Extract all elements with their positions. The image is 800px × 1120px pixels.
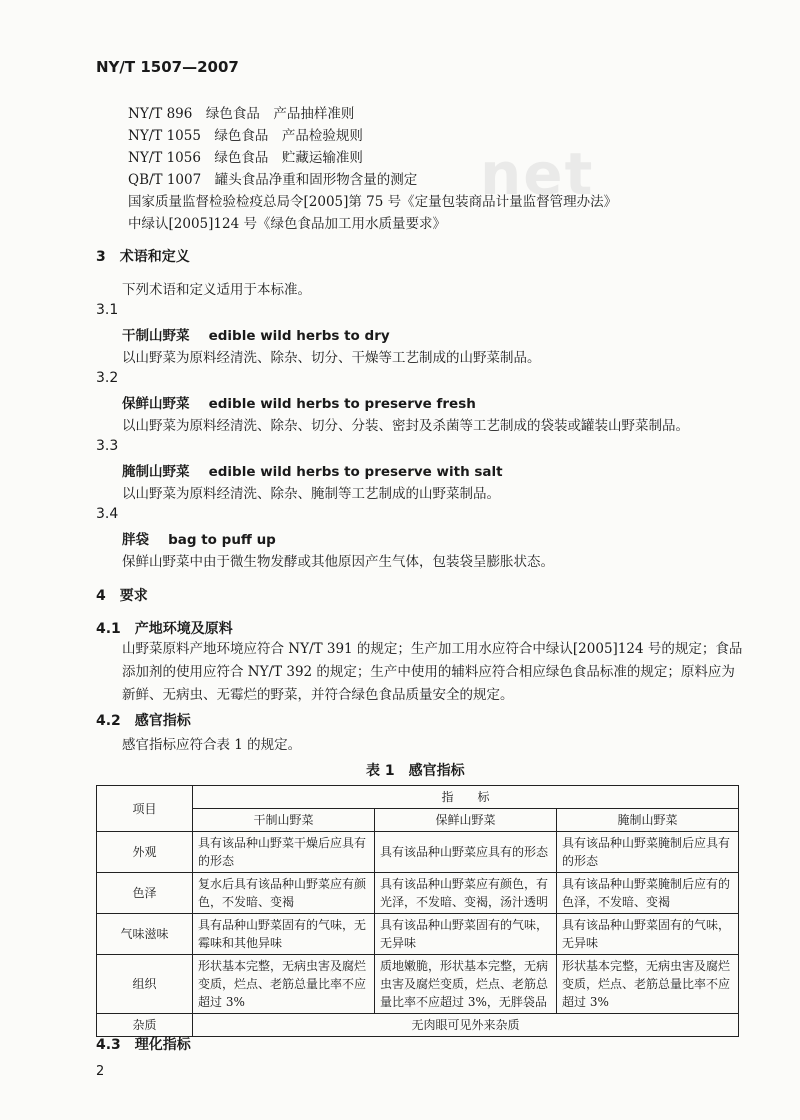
section-intro: 下列术语和定义适用于本标准。 [122,282,311,298]
term-title [122,528,276,548]
reference-item: QB/T 1007 罐头食品净重和固形物含量的测定 [128,172,418,188]
table-cell: 无肉眼可见外来杂质 [193,1014,739,1037]
table-row-label: 杂质 [97,1014,193,1037]
table-cell: 具有该品种山野菜干燥后应具有的形态 [193,832,375,873]
term-definition: 以山野菜为原料经清洗、除杂、切分、干燥等工艺制成的山野菜制品。 [122,350,541,366]
table-row-label: 外观 [97,832,193,873]
subsection-paragraph: 感官指标应符合表 1 的规定。 [122,737,302,753]
term-title [122,392,476,412]
table-cell: 具有该品种山野菜应具有的形态 [375,832,557,873]
table-cell: 具有品种山野菜固有的气味，无霉味和其他异味 [193,914,375,955]
term-definition: 以山野菜为原料经清洗、除杂、切分、分装、密封及杀菌等工艺制成的袋装或罐装山野菜制品。 [122,418,689,434]
reference-item: NY/T 1056 绿色食品 贮藏运输准则 [128,150,363,166]
table-row [97,873,739,914]
term-definition: 以山野菜为原料经清洗、除杂、腌制等工艺制成的山野菜制品。 [122,486,500,502]
subsection-heading: 4.1 产地环境及原料 [96,621,233,637]
table-header-cell: 腌制山野菜 [557,809,739,832]
term-name: 胖袋 [122,532,149,548]
term-number: 3.3 [96,438,119,454]
subsection-heading: 4.2 感官指标 [96,713,191,729]
table-cell: 具有该品种山野菜腌制后应有的色泽，不发暗、变褐 [557,873,739,914]
table-header-row [97,786,739,809]
term-name: 保鲜山野菜 [122,396,190,412]
term-english: edible wild herbs to preserve with salt [208,464,503,480]
table-header-cell: 干制山野菜 [193,809,375,832]
subsection-paragraph: 山野菜原料产地环境应符合 NY/T 391 的规定；生产加工用水应符合中绿认[2005]124 号的规定；食品添加剂的使用应符合 NY/T 392 的规定；生产中使用的辅料应符合相应绿色食品标准的规定；原料应为新鲜、无病虫、无霉烂的野菜，并符合绿色食品质量安全的规定。 [122,641,743,703]
table-cell: 具有该品种山野菜腌制后应具有的形态 [557,832,739,873]
section-heading: 4 要求 [96,588,148,604]
subsection-heading: 4.3 理化指标 [96,1037,191,1053]
table-header-cell: 保鲜山野菜 [375,809,557,832]
term-name: 干制山野菜 [122,328,190,344]
standard-number: NY/T 1507—2007 [96,58,239,76]
term-english: bag to puff up [168,532,276,548]
table-header-index: 指 标 [193,786,739,809]
table-row [97,955,739,1014]
reference-item: NY/T 896 绿色食品 产品抽样准则 [128,106,355,122]
table-row [97,832,739,873]
table-cell: 具有该品种山野菜固有的气味，无异味 [375,914,557,955]
page-number: 2 [96,1064,105,1079]
term-number: 3.2 [96,370,119,386]
table-cell: 复水后具有该品种山野菜应有颜色，不发暗、变褐 [193,873,375,914]
table-row [97,914,739,955]
reference-item: 国家质量监督检验检疫总局令[2005]第 75 号《定量包装商品计量监督管理办法》 [128,194,618,210]
table-header-item: 项目 [97,786,193,832]
term-definition: 保鲜山野菜中由于微生物发酵或其他原因产生气体，包装袋呈膨胀状态。 [122,554,554,570]
term-number: 3.4 [96,506,119,522]
table-title: 表 1 感官指标 [366,763,465,779]
table-cell: 质地嫩脆，形状基本完整，无病虫害及腐烂变质，烂点、老筋总量比率不应超过 3%，无胖袋品 [375,955,557,1014]
term-title [122,460,503,480]
term-number: 3.1 [96,302,119,318]
table-header-row [97,809,739,832]
watermark: net [480,140,595,208]
table-row-label: 组织 [97,955,193,1014]
table-cell: 具有该品种山野菜固有的气味，无异味 [557,914,739,955]
table-cell: 形状基本完整，无病虫害及腐烂变质，烂点、老筋总量比率不应超过 3% [557,955,739,1014]
term-english: edible wild herbs to preserve fresh [208,396,476,412]
sensory-table [96,785,739,1037]
reference-item: NY/T 1055 绿色食品 产品检验规则 [128,128,363,144]
reference-item: 中绿认[2005]124 号《绿色食品加工用水质量要求》 [128,216,446,232]
term-english: edible wild herbs to dry [208,328,390,344]
table-cell: 形状基本完整，无病虫害及腐烂变质，烂点、老筋总量比率不应超过 3% [193,955,375,1014]
table-cell: 具有该品种山野菜应有颜色，有光泽，不发暗、变褐，汤汁透明 [375,873,557,914]
section-heading: 3 术语和定义 [96,249,190,265]
term-name: 腌制山野菜 [122,464,190,480]
term-title [122,324,390,344]
table-row-label: 气味滋味 [97,914,193,955]
table-row [97,1014,739,1037]
table-row-label: 色泽 [97,873,193,914]
